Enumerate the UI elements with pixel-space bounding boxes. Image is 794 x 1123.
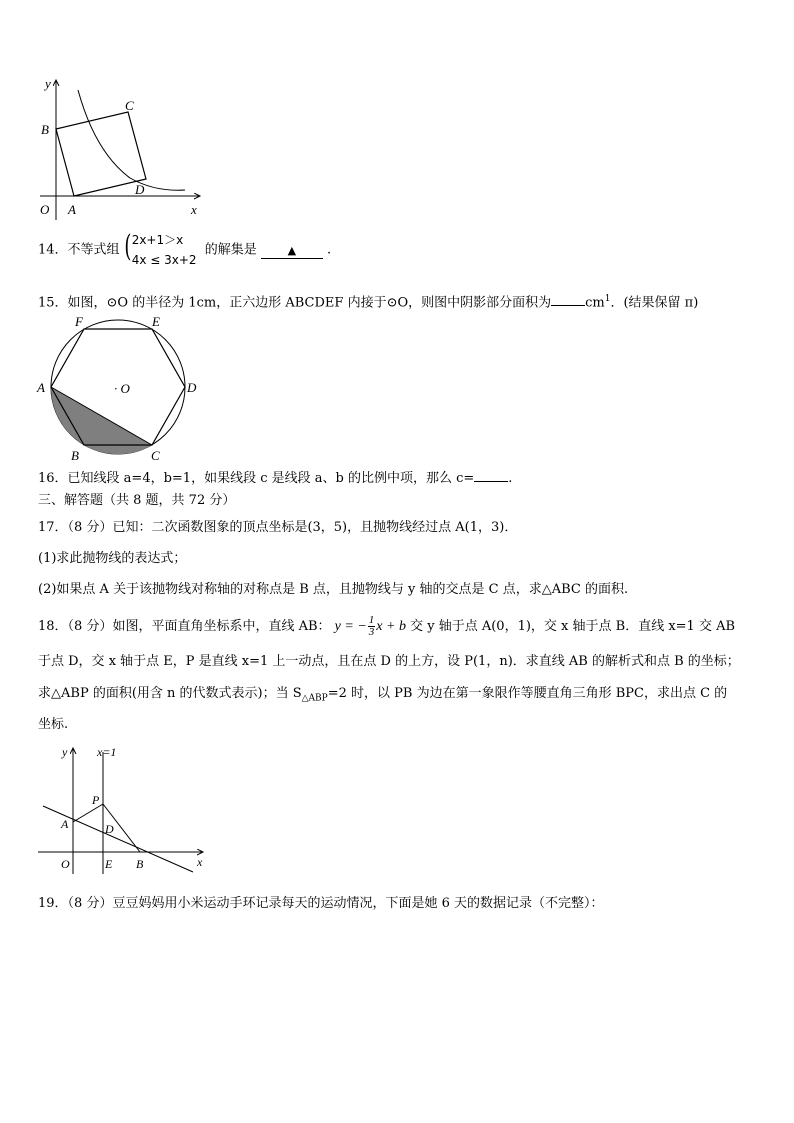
- label-B: B: [71, 448, 79, 462]
- label-x1: x=1: [97, 745, 117, 759]
- eq-y: y = −: [334, 619, 367, 634]
- q18-line3-end: =2 时，以 PB 为边在第一象限作等腰直角三角形 BPC，求出点 C 的: [327, 686, 728, 701]
- q15-unit-sup: 1: [604, 294, 611, 304]
- q15-unit: cm: [585, 295, 605, 311]
- q16-text: 16．已知线段 a=4，b=1，如果线段 c 是线段 a、b 的比例中项，那么 c=: [38, 471, 475, 486]
- eq-rest: x + b: [376, 619, 406, 634]
- label-x: x: [197, 855, 203, 869]
- section-title: 三、解答题（共 8 题，共 72 分）: [38, 493, 236, 508]
- label-O: · O: [114, 381, 130, 396]
- shaded-arc: [51, 387, 152, 454]
- question-18-line3: [38, 685, 727, 708]
- question-17-part2: (2)如果点 A 关于该抛物线对称轴的对称点是 B 点，且抛物线与 y 轴的交点是 C 点，求△ABC 的面积.: [38, 582, 629, 597]
- triangle-marker-icon: ▲: [287, 243, 297, 257]
- label-E: E: [105, 857, 113, 871]
- question-16: [38, 467, 512, 488]
- line-ab-equation: [334, 614, 406, 639]
- q18-line1-start: 18．（8 分）如图，平面直角坐标系中，直线 AB：: [38, 619, 331, 634]
- label-P: P: [92, 793, 100, 807]
- figure-q13-square-hyperbola: [35, 72, 210, 222]
- label-C: C: [125, 98, 134, 113]
- label-C: C: [151, 448, 160, 462]
- q14-end: .: [326, 242, 332, 258]
- label-A: A: [61, 817, 69, 831]
- label-F: F: [75, 314, 83, 329]
- q18-line1-end: 交 y 轴于点 A(0，1)，交 x 轴于点 B．直线 x=1 交 AB: [410, 619, 736, 634]
- figure-q15-hexagon-circle: [35, 314, 210, 462]
- question-19: 19．（8 分）豆豆妈妈用小米运动手环记录每天的运动情况，下面是她 6 天的数据记录（不完整）：: [38, 896, 604, 911]
- question-17-stem: 17．（8 分）已知：二次函数图象的顶点坐标是(3，5)，且抛物线经过点 A(1，3)．: [38, 520, 518, 535]
- area-subscript: △ABP: [301, 693, 328, 704]
- label-B: B: [136, 857, 144, 871]
- label-E: E: [152, 314, 160, 329]
- question-15: [38, 290, 698, 312]
- inequality-system: [124, 230, 197, 270]
- label-y: y: [62, 745, 68, 759]
- question-18-line4: 坐标.: [38, 717, 69, 732]
- label-y: y: [45, 76, 51, 91]
- label-A: A: [68, 202, 76, 217]
- label-O: O: [61, 857, 70, 871]
- q16-answer-blank[interactable]: [474, 467, 508, 482]
- question-14: [38, 230, 331, 270]
- inequality-2: 4x ≤ 3x+2: [131, 253, 197, 267]
- label-D: D: [105, 822, 114, 836]
- q18-line3-start: 求△ABP 的面积(用含 n 的代数式表示)；当 S: [38, 686, 302, 701]
- q14-suffix: 的解集是: [204, 242, 257, 258]
- label-B: B: [41, 122, 49, 137]
- q14-answer-blank[interactable]: [261, 244, 323, 259]
- q15-tail: ．(结果保留 π): [610, 295, 699, 311]
- square-abcd: [56, 112, 146, 196]
- fraction-one-third: [368, 615, 376, 638]
- question-18-line1: [38, 614, 735, 640]
- question-18-line2: 于点 D，交 x 轴于点 E，P 是直线 x=1 上一动点，且在点 D 的上方，设 P(1，n)．求直线 AB 的解析式和点 B 的坐标；: [38, 654, 740, 669]
- frac-den: 3: [368, 626, 375, 639]
- q15-answer-blank[interactable]: [551, 291, 585, 306]
- label-D: D: [135, 182, 145, 197]
- q15-text: 15．如图，⊙O 的半径为 1cm，正六边形 ABCDEF 内接于⊙O，则图中阴影部分面积为: [38, 295, 552, 311]
- label-x: x: [191, 202, 197, 217]
- frac-num: 1: [368, 614, 375, 627]
- label-O: O: [40, 202, 50, 217]
- label-A: A: [37, 380, 45, 395]
- q14-prefix: 14．不等式组: [38, 242, 120, 258]
- q16-end: .: [508, 471, 513, 486]
- figure-q18-coordinate-lines: [35, 742, 210, 877]
- question-17-part1: (1)求此抛物线的表达式；: [38, 551, 187, 566]
- label-D: D: [187, 380, 197, 395]
- inequality-1: ( 2x+1＞x: [131, 233, 184, 247]
